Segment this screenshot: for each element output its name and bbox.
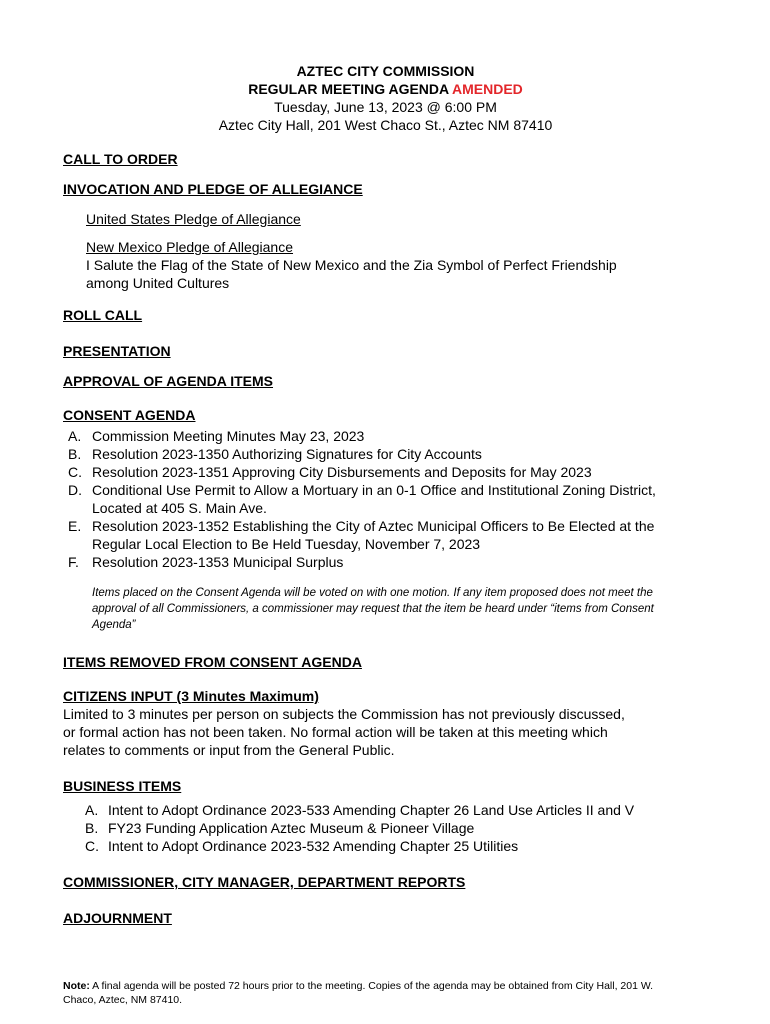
section-consent: CONSENT AGENDA — [63, 407, 196, 423]
meeting-location: Aztec City Hall, 201 West Chaco St., Aztec NM 87410 — [218, 117, 553, 133]
business-item-letter: C. — [85, 838, 99, 854]
amended-label: AMENDED — [452, 81, 523, 97]
consent-item-text-cont: Located at 405 S. Main Ave. — [92, 500, 267, 516]
nm-pledge-text-2: among United Cultures — [86, 275, 230, 291]
consent-item-text: Resolution 2023-1351 Approving City Disbursements and Deposits for May 2023 — [92, 464, 592, 480]
consent-item — [63, 553, 713, 571]
consent-item-letter: F. — [68, 554, 79, 570]
consent-item-letter: C. — [68, 464, 82, 480]
section-invocation: INVOCATION AND PLEDGE OF ALLEGIANCE — [63, 181, 363, 197]
section-citizens: CITIZENS INPUT (3 Minutes Maximum) — [63, 688, 319, 704]
consent-list — [63, 427, 713, 571]
consent-item-text: Resolution 2023-1350 Authorizing Signatures for City Accounts — [92, 446, 482, 462]
consent-note-line: approval of all Commissioners, a commissioner may request that the item be heard under “items from Consent — [92, 603, 654, 615]
consent-item-text: Resolution 2023-1352 Establishing the City of Aztec Municipal Officers to Be Elected at the — [92, 518, 655, 534]
consent-note — [92, 585, 717, 633]
section-business: BUSINESS ITEMS — [63, 778, 182, 794]
business-item-letter: B. — [85, 820, 99, 836]
section-adjournment: ADJOURNMENT — [63, 910, 172, 926]
section-removed: ITEMS REMOVED FROM CONSENT AGENDA — [63, 654, 362, 670]
consent-item — [63, 481, 713, 517]
business-item — [63, 837, 713, 855]
us-pledge — [86, 210, 713, 228]
section-reports: COMMISSIONER, CITY MANAGER, DEPARTMENT REPORTS — [63, 874, 466, 890]
citizens-text-line: relates to comments or input from the General Public. — [63, 742, 395, 758]
business-list — [63, 801, 713, 855]
agenda-title: REGULAR MEETING AGENDA — [248, 81, 449, 97]
business-item — [63, 819, 713, 837]
consent-item-letter: E. — [68, 518, 82, 534]
footer-note — [63, 979, 713, 1007]
section-presentation: PRESENTATION — [63, 343, 171, 359]
consent-item-text: Conditional Use Permit to Allow a Mortuary in an 0-1 Office and Institutional Zoning District, — [92, 482, 656, 498]
footer-note-line — [63, 979, 713, 993]
meeting-date-time: Tuesday, June 13, 2023 @ 6:00 PM — [274, 99, 497, 115]
agenda-document — [63, 62, 713, 927]
business-item-text: Intent to Adopt Ordinance 2023-532 Amending Chapter 25 Utilities — [108, 838, 519, 854]
nm-pledge — [86, 238, 713, 292]
section-roll-call: ROLL CALL — [63, 307, 143, 323]
business-item-letter: A. — [85, 802, 99, 818]
consent-note-line: Items placed on the Consent Agenda will be voted on with one motion. If any item proposed does not meet the — [92, 587, 653, 599]
citizens-text-line: or formal action has not been taken. No formal action will be taken at this meeting which — [63, 724, 608, 740]
consent-item — [63, 427, 713, 445]
consent-item — [63, 517, 713, 553]
agenda-header — [63, 62, 708, 134]
us-pledge-title: United States Pledge of Allegiance — [86, 211, 301, 227]
business-item-text: Intent to Adopt Ordinance 2023-533 Amending Chapter 26 Land Use Articles II and V — [108, 802, 635, 818]
citizens-text — [63, 705, 713, 759]
citizens-text-line: Limited to 3 minutes per person on subjects the Commission has not previously discussed, — [63, 706, 625, 722]
consent-item — [63, 463, 713, 481]
business-item-text: FY23 Funding Application Aztec Museum & Pioneer Village — [108, 820, 475, 836]
nm-pledge-text-1: I Salute the Flag of the State of New Mexico and the Zia Symbol of Perfect Friendship — [86, 257, 617, 273]
nm-pledge-title: New Mexico Pledge of Allegiance — [86, 239, 294, 255]
footer-note-text: A final agenda will be posted 72 hours prior to the meeting. Copies of the agenda may be obtained from City Hall, 201 W. — [89, 980, 654, 992]
consent-item-text: Commission Meeting Minutes May 23, 2023 — [92, 428, 365, 444]
business-item — [63, 801, 713, 819]
consent-note-line: Agenda” — [92, 619, 136, 631]
consent-item-letter: B. — [68, 446, 82, 462]
footer-note-label: Note: — [63, 980, 90, 992]
section-call-to-order: CALL TO ORDER — [63, 151, 178, 167]
consent-item-letter: D. — [68, 482, 82, 498]
consent-item-text-cont: Regular Local Election to Be Held Tuesday, November 7, 2023 — [92, 536, 481, 552]
footer-note-text-cont: Chaco, Aztec, NM 87410. — [63, 994, 183, 1006]
org-title: AZTEC CITY COMMISSION — [296, 63, 475, 79]
agenda-title-line — [63, 80, 708, 98]
consent-item — [63, 445, 713, 463]
consent-item-text: Resolution 2023-1353 Municipal Surplus — [92, 554, 344, 570]
section-approval: APPROVAL OF AGENDA ITEMS — [63, 373, 274, 389]
consent-item-letter: A. — [68, 428, 82, 444]
